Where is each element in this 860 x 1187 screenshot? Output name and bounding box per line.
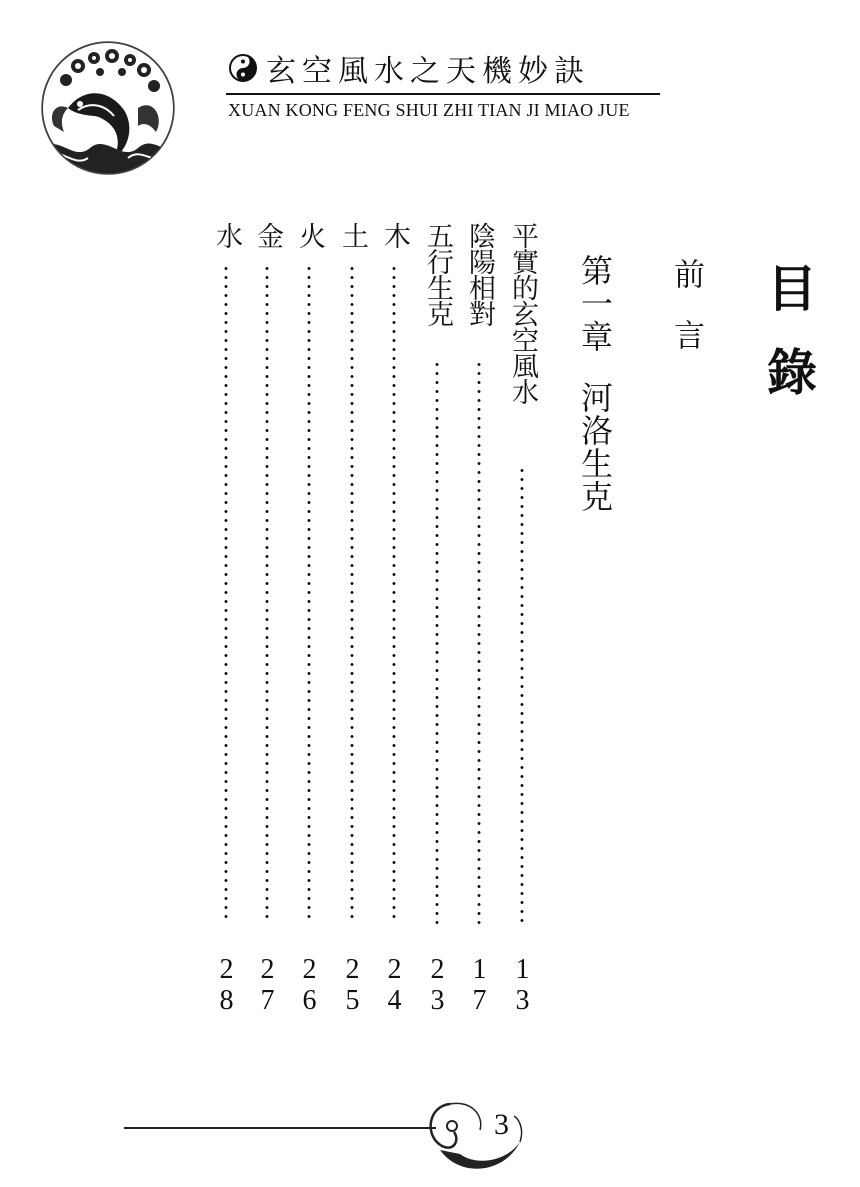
- toc-entry-title: 五行生克: [422, 222, 453, 326]
- toc-entry-title: 火: [294, 222, 325, 248]
- toc-entry[interactable]: [250, 222, 284, 1042]
- toc-entry-page: 25: [337, 954, 368, 1016]
- chapter-title: 河洛生克: [576, 381, 614, 513]
- toc-entry[interactable]: [335, 222, 369, 1042]
- toc-entry-page: 23: [422, 954, 453, 1016]
- toc-entry[interactable]: [505, 222, 539, 1042]
- page-number: 3: [494, 1108, 509, 1141]
- toc-entry[interactable]: [292, 222, 326, 1042]
- yin-yang-swirl-icon: [420, 1090, 530, 1180]
- dot-leader: [435, 360, 439, 924]
- toc-entry-page: 28: [211, 954, 242, 1016]
- footer-rule: [124, 1127, 436, 1129]
- toc-chapter-heading[interactable]: [572, 254, 618, 513]
- header-rule: [226, 93, 660, 95]
- toc-entry[interactable]: [377, 222, 411, 1042]
- toc-entry-title: 水: [211, 222, 242, 248]
- toc-entry-page: 17: [464, 954, 495, 1016]
- toc-entry-page: 24: [379, 954, 410, 1016]
- toc-entry-title: 木: [379, 222, 410, 248]
- toc-preface[interactable]: 前言: [668, 258, 704, 380]
- dot-leader: [350, 264, 354, 924]
- book-title-row: [228, 44, 590, 92]
- toc-entry[interactable]: [420, 222, 454, 1042]
- dot-leader: [520, 466, 524, 924]
- dot-leader: [224, 264, 228, 924]
- dot-leader: [477, 360, 481, 924]
- toc-entry-title: 土: [337, 222, 368, 248]
- yin-yang-icon: [228, 53, 258, 83]
- book-title: 玄空風水之天機妙訣: [266, 54, 590, 89]
- dot-leader: [392, 264, 396, 924]
- fish-dragon-emblem-icon: [38, 38, 178, 178]
- book-subtitle: XUAN KONG FENG SHUI ZHI TIAN JI MIAO JUE: [228, 100, 630, 120]
- toc-entry-page: 27: [252, 954, 283, 1016]
- chapter-number: 第一章: [576, 254, 614, 353]
- toc-entry-page: 26: [294, 954, 325, 1016]
- toc-entry[interactable]: [209, 222, 243, 1042]
- toc-entry-title: 平實的玄空風水: [507, 222, 538, 404]
- toc-entry-page: 13: [507, 954, 538, 1016]
- dot-leader: [265, 264, 269, 924]
- dot-leader: [307, 264, 311, 924]
- toc-heading: 目錄: [759, 262, 817, 430]
- toc-entry-title: 金: [252, 222, 283, 248]
- toc-entry[interactable]: [462, 222, 496, 1042]
- toc-entry-title: 陰陽相對: [464, 222, 495, 326]
